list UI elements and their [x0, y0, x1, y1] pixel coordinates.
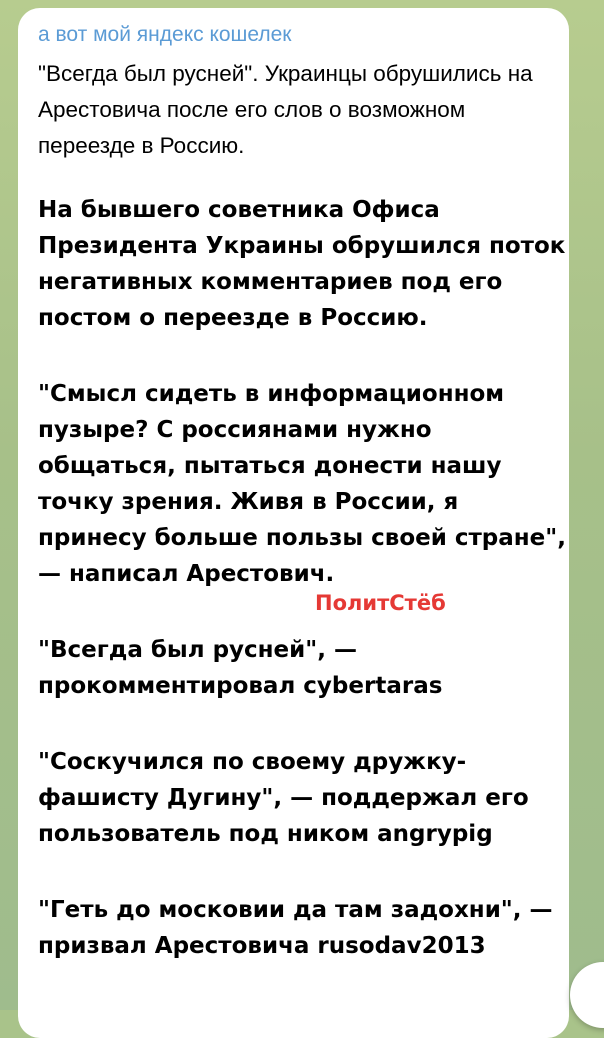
message-paragraph: На бывшего советника Офиса Президента Украины обрушился поток негативных комментариев под его постом о переезде в Россию. [38, 197, 566, 331]
message-paragraph: "Соскучился по своему дружку-фашисту Дугину", — поддержал его пользователь под ником angrypig [38, 749, 529, 847]
message-paragraph: "Смысл сидеть в информационном пузыре? С россиянами нужно общаться, пытаться донести нашу точку зрения. Живя в России, я принесу больше пользы своей стране", — написал Арестович. [38, 381, 567, 587]
message-bubble[interactable] [18, 8, 569, 1038]
message-paragraph: "Геть до московии да там задохни", — призвал Арестовича rusodav2013 [38, 897, 553, 959]
message-body [38, 192, 566, 1004]
sender-name[interactable]: а вот мой яндекс кошелек [38, 23, 292, 46]
watermark-logo: ПолитСтёб [315, 591, 446, 615]
message-paragraph: "Всегда был русней", — прокомментировал cybertaras [38, 637, 443, 699]
message-headline: "Всегда был русней". Украинцы обрушились на Арестовича после его слов о возможном переезде в Россию. [38, 61, 533, 158]
